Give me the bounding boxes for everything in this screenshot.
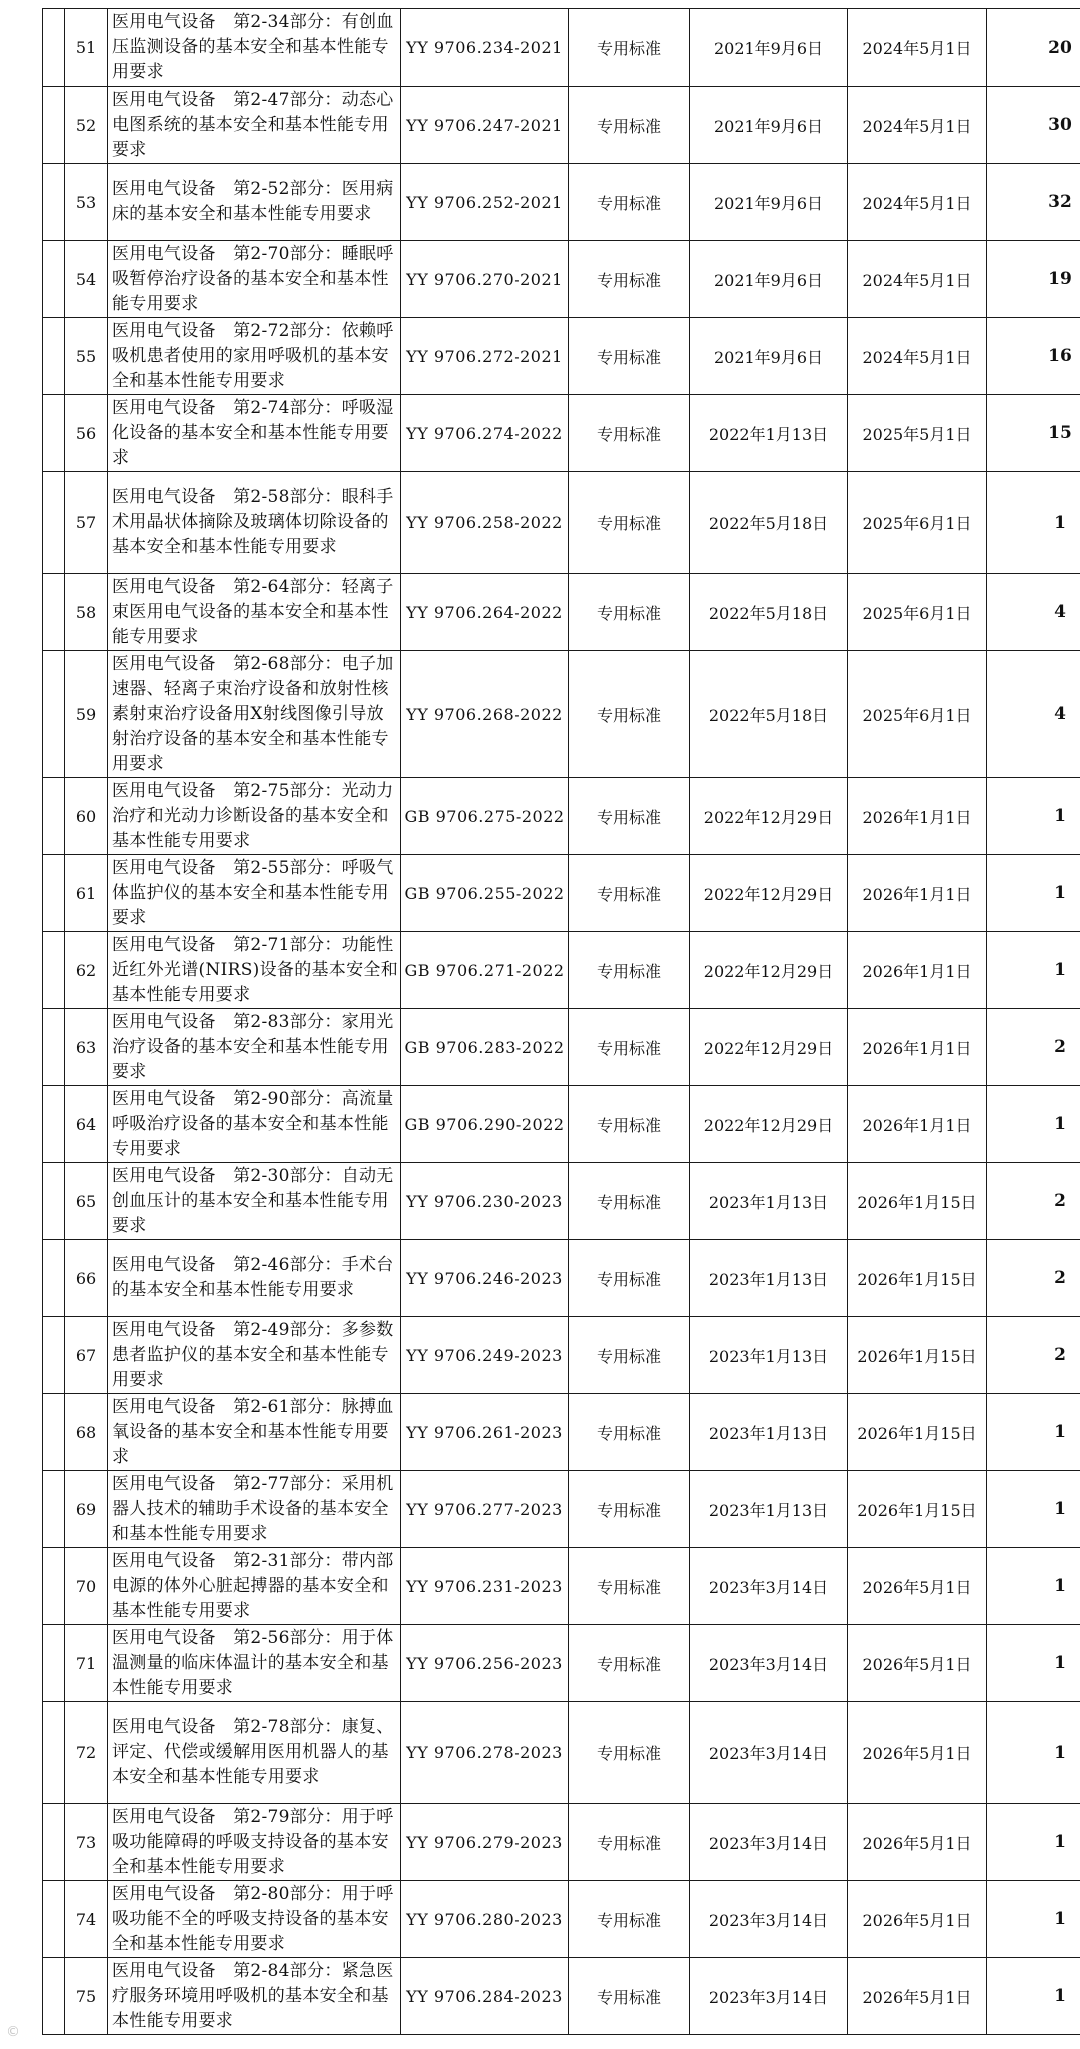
watermark-logo: © (6, 2024, 20, 2040)
row-number: 52 (65, 87, 108, 164)
publish-date: 2022年12月29日 (690, 932, 848, 1009)
row-number: 74 (65, 1881, 108, 1958)
count-value: 1 (987, 1881, 1080, 1958)
implement-date: 2025年6月1日 (848, 472, 987, 574)
standard-code: YY 9706.264-2022 (401, 574, 569, 651)
standard-code: GB 9706.271-2022 (401, 932, 569, 1009)
row-number: 53 (65, 164, 108, 241)
count-value: 1 (987, 778, 1080, 855)
row-number: 71 (65, 1625, 108, 1702)
publish-date: 2023年1月13日 (690, 1163, 848, 1240)
standard-name: 医用电气设备 第2-78部分：康复、评定、代偿或缓解用医用机器人的基本安全和基本性能专用要求 (108, 1702, 401, 1804)
table-row (43, 1163, 1080, 1240)
count-value: 1 (987, 472, 1080, 574)
publish-date: 2022年12月29日 (690, 1009, 848, 1086)
count-value: 20 (987, 9, 1080, 87)
publish-date: 2023年3月14日 (690, 1548, 848, 1625)
standard-name: 医用电气设备 第2-71部分：功能性近红外光谱(NIRS)设备的基本安全和基本性能专用要求 (108, 932, 401, 1009)
table-row (43, 1548, 1080, 1625)
row-number: 75 (65, 1958, 108, 2035)
table-row (43, 1804, 1080, 1881)
standard-type: 专用标准 (569, 855, 690, 932)
row-number: 67 (65, 1317, 108, 1394)
implement-date: 2026年5月1日 (848, 1702, 987, 1804)
standard-name: 医用电气设备 第2-31部分：带内部电源的体外心脏起搏器的基本安全和基本性能专用要求 (108, 1548, 401, 1625)
standard-name: 医用电气设备 第2-58部分：眼科手术用晶状体摘除及玻璃体切除设备的基本安全和基本性能专用要求 (108, 472, 401, 574)
publish-date: 2022年12月29日 (690, 855, 848, 932)
standard-code: YY 9706.284-2023 (401, 1958, 569, 2035)
standard-name: 医用电气设备 第2-72部分：依赖呼吸机患者使用的家用呼吸机的基本安全和基本性能专用要求 (108, 318, 401, 395)
standard-type: 专用标准 (569, 1958, 690, 2035)
standard-name: 医用电气设备 第2-61部分：脉搏血氧设备的基本安全和基本性能专用要求 (108, 1394, 401, 1471)
standard-type: 专用标准 (569, 1086, 690, 1163)
row-number: 64 (65, 1086, 108, 1163)
publish-date: 2022年5月18日 (690, 651, 848, 778)
implement-date: 2025年5月1日 (848, 395, 987, 472)
publish-date: 2023年3月14日 (690, 1804, 848, 1881)
publish-date: 2023年3月14日 (690, 1625, 848, 1702)
standard-code: YY 9706.268-2022 (401, 651, 569, 778)
table-row (43, 932, 1080, 1009)
publish-date: 2023年3月14日 (690, 1881, 848, 1958)
count-value: 1 (987, 1958, 1080, 2035)
row-number: 65 (65, 1163, 108, 1240)
standard-code: GB 9706.290-2022 (401, 1086, 569, 1163)
implement-date: 2024年5月1日 (848, 318, 987, 395)
standard-code: YY 9706.280-2023 (401, 1881, 569, 1958)
row-number: 60 (65, 778, 108, 855)
left-margin-cell (43, 164, 65, 241)
row-number: 55 (65, 318, 108, 395)
publish-date: 2023年1月13日 (690, 1394, 848, 1471)
standard-code: GB 9706.255-2022 (401, 855, 569, 932)
row-number: 73 (65, 1804, 108, 1881)
standard-type: 专用标准 (569, 472, 690, 574)
count-value: 19 (987, 241, 1080, 318)
standard-code: YY 9706.230-2023 (401, 1163, 569, 1240)
table-row (43, 1702, 1080, 1804)
count-value: 4 (987, 574, 1080, 651)
row-number: 66 (65, 1240, 108, 1317)
count-value: 15 (987, 395, 1080, 472)
left-margin-cell (43, 87, 65, 164)
publish-date: 2023年1月13日 (690, 1471, 848, 1548)
standard-name: 医用电气设备 第2-64部分：轻离子束医用电气设备的基本安全和基本性能专用要求 (108, 574, 401, 651)
count-value: 2 (987, 1317, 1080, 1394)
standard-name: 医用电气设备 第2-83部分：家用光治疗设备的基本安全和基本性能专用要求 (108, 1009, 401, 1086)
table-row (43, 778, 1080, 855)
standard-code: YY 9706.249-2023 (401, 1317, 569, 1394)
row-number: 72 (65, 1702, 108, 1804)
implement-date: 2026年1月15日 (848, 1163, 987, 1240)
implement-date: 2026年1月1日 (848, 1009, 987, 1086)
table-row (43, 1394, 1080, 1471)
implement-date: 2026年1月1日 (848, 778, 987, 855)
implement-date: 2026年1月1日 (848, 855, 987, 932)
standard-name: 医用电气设备 第2-79部分：用于呼吸功能障碍的呼吸支持设备的基本安全和基本性能专用要求 (108, 1804, 401, 1881)
table-row (43, 164, 1080, 241)
standard-code: YY 9706.231-2023 (401, 1548, 569, 1625)
left-margin-cell (43, 1804, 65, 1881)
publish-date: 2021年9月6日 (690, 241, 848, 318)
implement-date: 2026年5月1日 (848, 1625, 987, 1702)
count-value: 2 (987, 1163, 1080, 1240)
left-margin-cell (43, 778, 65, 855)
left-margin-cell (43, 1471, 65, 1548)
left-margin-cell (43, 1881, 65, 1958)
table-row (43, 472, 1080, 574)
table-row (43, 651, 1080, 778)
left-margin-cell (43, 1240, 65, 1317)
implement-date: 2026年1月15日 (848, 1394, 987, 1471)
table-row (43, 855, 1080, 932)
standard-name: 医用电气设备 第2-74部分：呼吸湿化设备的基本安全和基本性能专用要求 (108, 395, 401, 472)
publish-date: 2021年9月6日 (690, 87, 848, 164)
count-value: 2 (987, 1240, 1080, 1317)
standard-name: 医用电气设备 第2-56部分：用于体温测量的临床体温计的基本安全和基本性能专用要求 (108, 1625, 401, 1702)
table-row (43, 1881, 1080, 1958)
count-value: 1 (987, 1625, 1080, 1702)
row-number: 68 (65, 1394, 108, 1471)
standard-type: 专用标准 (569, 1317, 690, 1394)
row-number: 59 (65, 651, 108, 778)
implement-date: 2026年5月1日 (848, 1804, 987, 1881)
left-margin-cell (43, 9, 65, 87)
publish-date: 2023年1月13日 (690, 1240, 848, 1317)
standard-type: 专用标准 (569, 318, 690, 395)
table-row (43, 241, 1080, 318)
standard-code: YY 9706.246-2023 (401, 1240, 569, 1317)
standard-name: 医用电气设备 第2-84部分：紧急医疗服务环境用呼吸机的基本安全和基本性能专用要求 (108, 1958, 401, 2035)
standard-type: 专用标准 (569, 164, 690, 241)
table-row (43, 1317, 1080, 1394)
publish-date: 2021年9月6日 (690, 318, 848, 395)
table-row (43, 1009, 1080, 1086)
standard-name: 医用电气设备 第2-47部分：动态心电图系统的基本安全和基本性能专用要求 (108, 87, 401, 164)
count-value: 1 (987, 932, 1080, 1009)
left-margin-cell (43, 574, 65, 651)
table-row (43, 1240, 1080, 1317)
count-value: 32 (987, 164, 1080, 241)
standard-type: 专用标准 (569, 1548, 690, 1625)
table-row (43, 1625, 1080, 1702)
publish-date: 2021年9月6日 (690, 9, 848, 87)
standard-name: 医用电气设备 第2-46部分：手术台的基本安全和基本性能专用要求 (108, 1240, 401, 1317)
left-margin-cell (43, 1548, 65, 1625)
standard-code: YY 9706.278-2023 (401, 1702, 569, 1804)
left-margin-cell (43, 395, 65, 472)
left-margin-cell (43, 1625, 65, 1702)
implement-date: 2026年1月1日 (848, 932, 987, 1009)
table-row (43, 9, 1080, 87)
row-number: 61 (65, 855, 108, 932)
count-value: 4 (987, 651, 1080, 778)
publish-date: 2022年5月18日 (690, 472, 848, 574)
implement-date: 2026年1月15日 (848, 1317, 987, 1394)
row-number: 62 (65, 932, 108, 1009)
standard-name: 医用电气设备 第2-80部分：用于呼吸功能不全的呼吸支持设备的基本安全和基本性能专用要求 (108, 1881, 401, 1958)
implement-date: 2026年5月1日 (848, 1958, 987, 2035)
standard-code: GB 9706.283-2022 (401, 1009, 569, 1086)
standard-code: YY 9706.252-2021 (401, 164, 569, 241)
row-number: 63 (65, 1009, 108, 1086)
standard-code: YY 9706.274-2022 (401, 395, 569, 472)
publish-date: 2021年9月6日 (690, 164, 848, 241)
standard-name: 医用电气设备 第2-77部分：采用机器人技术的辅助手术设备的基本安全和基本性能专用要求 (108, 1471, 401, 1548)
standard-type: 专用标准 (569, 1804, 690, 1881)
table-row (43, 87, 1080, 164)
standard-code: YY 9706.256-2023 (401, 1625, 569, 1702)
left-margin-cell (43, 241, 65, 318)
left-margin-cell (43, 1317, 65, 1394)
standard-type: 专用标准 (569, 87, 690, 164)
implement-date: 2025年6月1日 (848, 574, 987, 651)
standard-type: 专用标准 (569, 574, 690, 651)
table-row (43, 1958, 1080, 2035)
left-margin-cell (43, 1702, 65, 1804)
standard-type: 专用标准 (569, 9, 690, 87)
count-value: 1 (987, 1804, 1080, 1881)
standard-name: 医用电气设备 第2-34部分：有创血压监测设备的基本安全和基本性能专用要求 (108, 9, 401, 87)
standard-type: 专用标准 (569, 1625, 690, 1702)
count-value: 1 (987, 1548, 1080, 1625)
standards-table-body (43, 9, 1080, 2035)
left-margin-cell (43, 472, 65, 574)
count-value: 1 (987, 1394, 1080, 1471)
standard-type: 专用标准 (569, 1163, 690, 1240)
standard-type: 专用标准 (569, 1009, 690, 1086)
standard-name: 医用电气设备 第2-30部分：自动无创血压计的基本安全和基本性能专用要求 (108, 1163, 401, 1240)
publish-date: 2023年3月14日 (690, 1702, 848, 1804)
publish-date: 2022年5月18日 (690, 574, 848, 651)
standard-code: GB 9706.275-2022 (401, 778, 569, 855)
row-number: 54 (65, 241, 108, 318)
row-number: 69 (65, 1471, 108, 1548)
left-margin-cell (43, 855, 65, 932)
table-row (43, 395, 1080, 472)
implement-date: 2026年1月15日 (848, 1240, 987, 1317)
standard-code: YY 9706.277-2023 (401, 1471, 569, 1548)
standard-name: 医用电气设备 第2-49部分：多参数患者监护仪的基本安全和基本性能专用要求 (108, 1317, 401, 1394)
left-margin-cell (43, 1958, 65, 2035)
row-number: 56 (65, 395, 108, 472)
standard-type: 专用标准 (569, 651, 690, 778)
standard-name: 医用电气设备 第2-55部分：呼吸气体监护仪的基本安全和基本性能专用要求 (108, 855, 401, 932)
implement-date: 2026年1月1日 (848, 1086, 987, 1163)
standard-type: 专用标准 (569, 1702, 690, 1804)
left-margin-cell (43, 1086, 65, 1163)
publish-date: 2022年1月13日 (690, 395, 848, 472)
standard-name: 医用电气设备 第2-68部分：电子加速器、轻离子束治疗设备和放射性核素射束治疗设备用X射线图像引导放射治疗设备的基本安全和基本性能专用要求 (108, 651, 401, 778)
count-value: 1 (987, 855, 1080, 932)
implement-date: 2024年5月1日 (848, 241, 987, 318)
implement-date: 2025年6月1日 (848, 651, 987, 778)
standard-code: YY 9706.261-2023 (401, 1394, 569, 1471)
count-value: 16 (987, 318, 1080, 395)
standard-name: 医用电气设备 第2-75部分：光动力治疗和光动力诊断设备的基本安全和基本性能专用要求 (108, 778, 401, 855)
standard-type: 专用标准 (569, 395, 690, 472)
count-value: 1 (987, 1702, 1080, 1804)
standard-type: 专用标准 (569, 1394, 690, 1471)
publish-date: 2023年1月13日 (690, 1317, 848, 1394)
left-margin-cell (43, 651, 65, 778)
left-margin-cell (43, 1394, 65, 1471)
standard-type: 专用标准 (569, 1240, 690, 1317)
count-value: 1 (987, 1471, 1080, 1548)
standard-code: YY 9706.279-2023 (401, 1804, 569, 1881)
row-number: 58 (65, 574, 108, 651)
publish-date: 2022年12月29日 (690, 778, 848, 855)
count-value: 30 (987, 87, 1080, 164)
standard-code: YY 9706.234-2021 (401, 9, 569, 87)
row-number: 70 (65, 1548, 108, 1625)
table-row (43, 1086, 1080, 1163)
implement-date: 2024年5月1日 (848, 87, 987, 164)
publish-date: 2022年12月29日 (690, 1086, 848, 1163)
publish-date: 2023年3月14日 (690, 1958, 848, 2035)
standard-type: 专用标准 (569, 1471, 690, 1548)
standard-type: 专用标准 (569, 1881, 690, 1958)
implement-date: 2026年5月1日 (848, 1881, 987, 1958)
left-margin-cell (43, 1163, 65, 1240)
implement-date: 2026年1月15日 (848, 1471, 987, 1548)
left-margin-cell (43, 932, 65, 1009)
standards-table (42, 8, 1080, 2035)
count-value: 1 (987, 1086, 1080, 1163)
table-row (43, 1471, 1080, 1548)
count-value: 2 (987, 1009, 1080, 1086)
standard-code: YY 9706.272-2021 (401, 318, 569, 395)
implement-date: 2026年5月1日 (848, 1548, 987, 1625)
table-row (43, 318, 1080, 395)
row-number: 51 (65, 9, 108, 87)
standard-name: 医用电气设备 第2-70部分：睡眠呼吸暂停治疗设备的基本安全和基本性能专用要求 (108, 241, 401, 318)
standard-name: 医用电气设备 第2-52部分：医用病床的基本安全和基本性能专用要求 (108, 164, 401, 241)
left-margin-cell (43, 1009, 65, 1086)
standard-name: 医用电气设备 第2-90部分：高流量呼吸治疗设备的基本安全和基本性能专用要求 (108, 1086, 401, 1163)
standard-code: YY 9706.247-2021 (401, 87, 569, 164)
standard-type: 专用标准 (569, 778, 690, 855)
standard-type: 专用标准 (569, 932, 690, 1009)
standard-code: YY 9706.270-2021 (401, 241, 569, 318)
row-number: 57 (65, 472, 108, 574)
left-margin-cell (43, 318, 65, 395)
standard-type: 专用标准 (569, 241, 690, 318)
implement-date: 2024年5月1日 (848, 9, 987, 87)
table-row (43, 574, 1080, 651)
implement-date: 2024年5月1日 (848, 164, 987, 241)
standard-code: YY 9706.258-2022 (401, 472, 569, 574)
